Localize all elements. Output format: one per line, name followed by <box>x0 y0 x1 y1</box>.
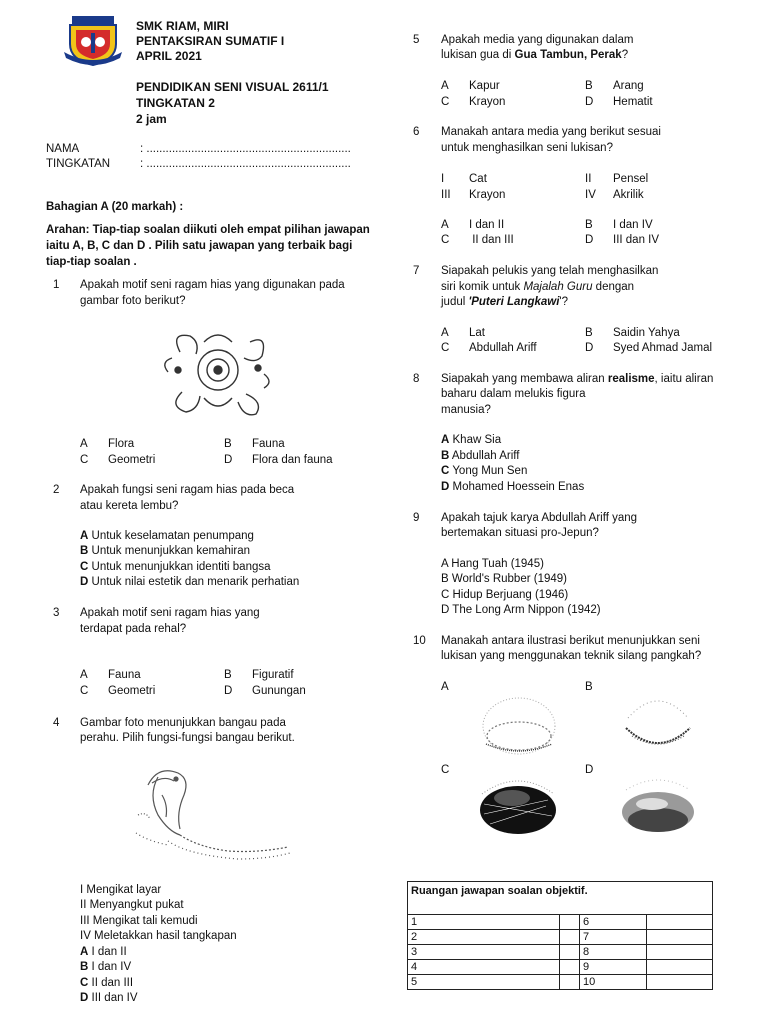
instructions-line-1: Arahan: Tiap-tiap soalan diikuti oleh empat pilihan jawapan <box>46 224 370 236</box>
q5-option-a[interactable]: A Kapur <box>441 80 500 92</box>
instructions-line-3: tiap-tiap soalan . <box>46 256 137 268</box>
q10-sphere-d-image <box>616 770 700 838</box>
q5-text-1: Apakah media yang digunakan dalam <box>441 34 634 46</box>
q9-option-d[interactable]: D The Long Arm Nippon (1942) <box>441 604 601 616</box>
q3-text-1: Apakah motif seni ragam hias yang <box>80 607 260 619</box>
q1-option-a[interactable]: A Flora <box>80 438 135 450</box>
q5-option-b[interactable]: B Arang <box>585 80 644 92</box>
q1-option-c[interactable]: C Geometri <box>80 454 156 466</box>
answer-cell-7[interactable] <box>647 930 713 945</box>
q10-text-2: lukisan yang menggunakan teknik silang pangkah? <box>441 650 702 662</box>
q10-label-b[interactable]: B <box>585 681 593 693</box>
q1-option-b[interactable]: B Fauna <box>224 438 285 450</box>
school-name: SMK RIAM, MIRI <box>136 19 229 33</box>
q8-number: 8 <box>413 373 420 385</box>
q7-text-3: judul 'Puteri Langkawi'? <box>441 296 569 308</box>
table-row: 5 10 <box>408 975 713 990</box>
q9-option-a[interactable]: A Hang Tuah (1945) <box>441 558 544 570</box>
q4-statement-ii: II Menyangkut pukat <box>80 899 184 911</box>
q1-option-d[interactable]: D Flora dan fauna <box>224 454 333 466</box>
q10-label-c[interactable]: C <box>441 764 450 776</box>
q4-statement-iii: III Mengikat tali kemudi <box>80 915 198 927</box>
q7-option-c[interactable]: C Abdullah Ariff <box>441 342 537 354</box>
q6-option-d[interactable]: D III dan IV <box>585 234 660 246</box>
q1-number: 1 <box>53 279 60 291</box>
answer-cell-6[interactable] <box>647 915 713 930</box>
q9-text-2: bertemakan situasi pro-Jepun? <box>441 527 599 539</box>
q6-item-ii: II Pensel <box>585 173 649 185</box>
assessment-title: PENTAKSIRAN SUMATIF I <box>136 34 285 48</box>
q8-text-1: Siapakah yang membawa aliran realisme, iaitu aliran <box>441 373 714 385</box>
q10-label-a[interactable]: A <box>441 681 449 693</box>
q8-text-3: manusia? <box>441 404 491 416</box>
exam-date: APRIL 2021 <box>136 49 202 63</box>
q3-text-2: terdapat pada rehal? <box>80 623 187 635</box>
answer-cell-3[interactable] <box>560 945 580 960</box>
subject-title: PENDIDIKAN SENI VISUAL 2611/1 <box>136 80 329 94</box>
form-level: TINGKATAN 2 <box>136 96 215 110</box>
q5-text-2: lukisan gua di Gua Tambun, Perak? <box>441 49 629 61</box>
name-field[interactable]: : ................................................................ <box>140 143 351 155</box>
q8-text-2: baharu dalam melukis figura <box>441 388 586 400</box>
q3-option-d[interactable]: D Gunungan <box>224 685 306 697</box>
q6-number: 6 <box>413 126 420 138</box>
q7-number: 7 <box>413 265 420 277</box>
table-row: 3 8 <box>408 945 713 960</box>
table-row: 2 7 <box>408 930 713 945</box>
exam-duration: 2 jam <box>136 112 167 126</box>
q5-option-c[interactable]: C Krayon <box>441 96 506 108</box>
q4-option-a[interactable]: A I dan II <box>80 946 127 958</box>
q6-option-a[interactable]: A I dan II <box>441 219 505 231</box>
q8-option-b[interactable]: B Abdullah Ariff <box>441 450 520 462</box>
answer-table-title: Ruangan jawapan soalan objektif. <box>408 882 713 915</box>
q4-boat-bangau-image <box>128 755 293 865</box>
q3-option-a[interactable]: A Fauna <box>80 669 141 681</box>
q6-text-2: untuk menghasilkan seni lukisan? <box>441 142 613 154</box>
q10-sphere-a-image <box>478 688 560 758</box>
q9-number: 9 <box>413 512 420 524</box>
answer-cell-4[interactable] <box>560 960 580 975</box>
q2-number: 2 <box>53 484 60 496</box>
q7-text-1: Siapakah pelukis yang telah menghasilkan <box>441 265 659 277</box>
q4-statement-iv: IV Meletakkan hasil tangkapan <box>80 930 237 942</box>
q10-number: 10 <box>413 635 426 647</box>
q2-option-b[interactable]: B Untuk menunjukkan kemahiran <box>80 545 251 557</box>
q7-option-a[interactable]: A Lat <box>441 327 485 339</box>
q5-number: 5 <box>413 34 420 46</box>
answer-cell-8[interactable] <box>647 945 713 960</box>
q6-item-i: I Cat <box>441 173 487 185</box>
name-label: NAMA <box>46 143 80 155</box>
q10-sphere-c-image <box>476 770 560 838</box>
q3-number: 3 <box>53 607 60 619</box>
q4-text-2: perahu. Pilih fungsi-fungsi bangau berikut. <box>80 732 295 744</box>
class-label: TINGKATAN <box>46 158 111 170</box>
q4-option-d[interactable]: D III dan IV <box>80 992 138 1004</box>
answer-cell-9[interactable] <box>647 960 713 975</box>
q9-option-c[interactable]: C Hidup Berjuang (1946) <box>441 589 569 601</box>
q2-option-d[interactable]: D Untuk nilai estetik dan menarik perhatian <box>80 576 300 588</box>
q7-option-d[interactable]: D Syed Ahmad Jamal <box>585 342 713 354</box>
section-title: Bahagian A (20 markah) : <box>46 201 184 213</box>
answer-cell-5[interactable] <box>560 975 580 990</box>
q1-text-2: gambar foto berikut? <box>80 295 186 307</box>
school-logo <box>62 16 124 66</box>
q2-option-a[interactable]: A Untuk keselamatan penumpang <box>80 530 254 542</box>
q8-option-c[interactable]: C Yong Mun Sen <box>441 465 528 477</box>
q2-option-c[interactable]: C Untuk menunjukkan identiti bangsa <box>80 561 271 573</box>
table-row: 1 6 <box>408 915 713 930</box>
q6-item-iii: III Krayon <box>441 189 506 201</box>
instructions-line-2: iaitu A, B, C dan D . Pilih satu jawapan yang terbaik bagi <box>46 240 353 252</box>
q6-option-c[interactable]: C II dan III <box>441 234 514 246</box>
q4-option-b[interactable]: B I dan IV <box>80 961 132 973</box>
q4-option-c[interactable]: C II dan III <box>80 977 134 989</box>
class-field[interactable]: : ................................................................ <box>140 158 351 170</box>
q1-text-1: Apakah motif seni ragam hias yang digunakan pada <box>80 279 345 291</box>
q4-number: 4 <box>53 717 60 729</box>
q1-floral-motif-image <box>160 322 275 420</box>
q2-text-1: Apakah fungsi seni ragam hias pada beca <box>80 484 295 496</box>
q6-option-b[interactable]: B I dan IV <box>585 219 653 231</box>
q9-option-b[interactable]: B World's Rubber (1949) <box>441 573 567 585</box>
q10-label-d[interactable]: D <box>585 764 594 776</box>
q7-option-b[interactable]: B Saidin Yahya <box>585 327 680 339</box>
q3-option-b[interactable]: B Figuratif <box>224 669 294 681</box>
answer-cell-2[interactable] <box>560 930 580 945</box>
q10-text-1: Manakah antara ilustrasi berikut menunjukkan seni <box>441 635 700 647</box>
q4-text-1: Gambar foto menunjukkan bangau pada <box>80 717 286 729</box>
q9-text-1: Apakah tajuk karya Abdullah Ariff yang <box>441 512 638 524</box>
q5-option-d[interactable]: D Hematit <box>585 96 653 108</box>
q8-option-d[interactable]: D Mohamed Hoessein Enas <box>441 481 585 493</box>
answer-cell-10[interactable] <box>647 975 713 990</box>
q7-text-2: siri komik untuk Majalah Guru dengan <box>441 281 635 293</box>
table-row: 4 9 <box>408 960 713 975</box>
q6-item-iv: IV Akrilik <box>585 189 644 201</box>
q3-option-c[interactable]: C Geometri <box>80 685 156 697</box>
q4-statement-i: I Mengikat layar <box>80 884 162 896</box>
answer-table <box>407 881 713 990</box>
answer-cell-1[interactable] <box>560 915 580 930</box>
q8-option-a[interactable]: A Khaw Sia <box>441 434 502 446</box>
q6-text-1: Manakah antara media yang berikut sesuai <box>441 126 661 138</box>
q10-sphere-b-image <box>618 688 698 758</box>
q2-text-2: atau kereta lembu? <box>80 500 179 512</box>
